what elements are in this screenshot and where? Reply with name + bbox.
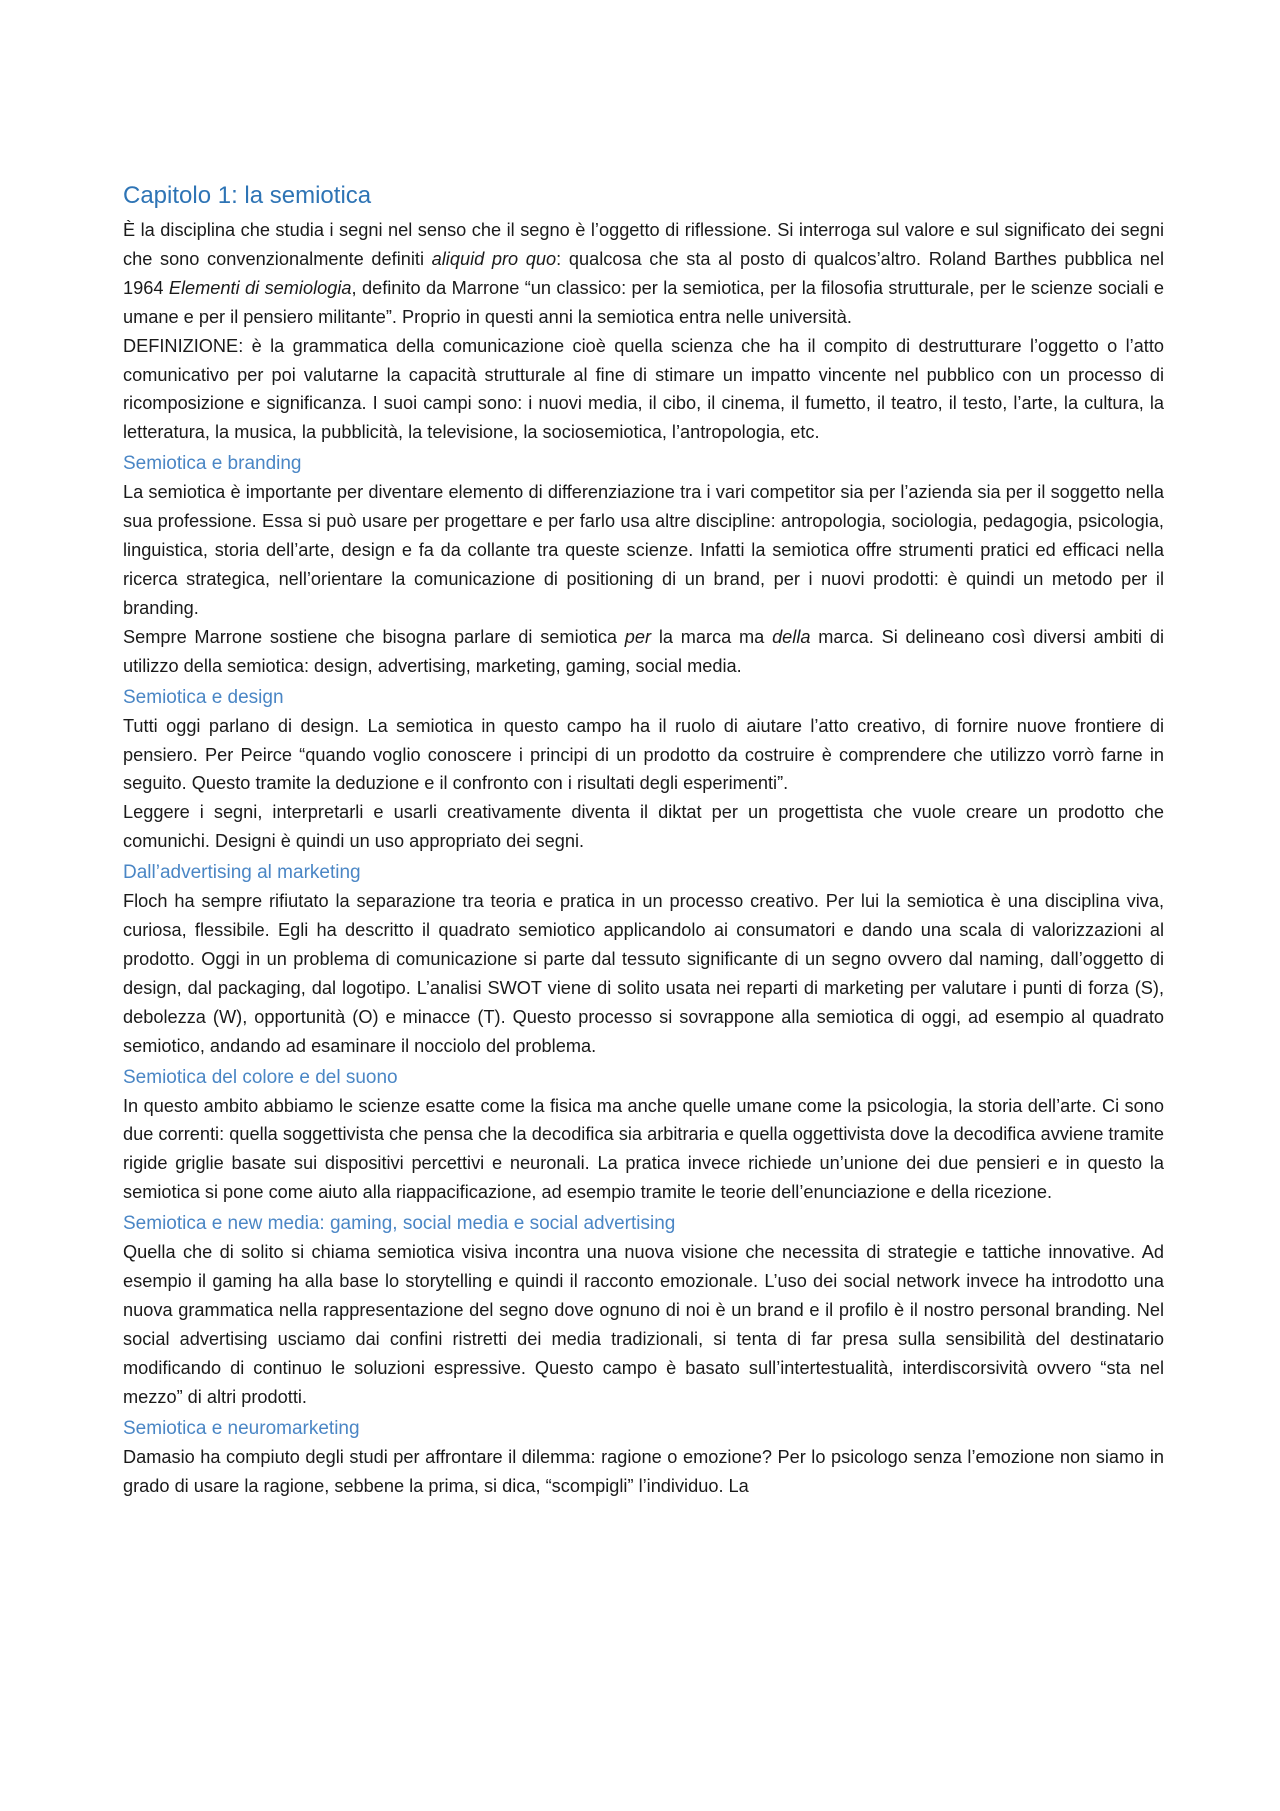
section-paragraph: Floch ha sempre rifiutato la separazione tra teoria e pratica in un processo creativo. Per lui la semiotica è una disciplina viva, curiosa, flessibile. Egli ha descritto il quadrato semiotico applicandolo ai consumatori e dando una scala di valorizzazioni al prodotto. Oggi in un problema di comunicazione si parte dal tessuto significante di un segno ovvero dal naming, dall’oggetto di design, dal packaging, dal logotipo. L’analisi SWOT viene di solito usata nei reparti di marketing per valutare i punti di forza (S), debolezza (W), opportunità (O) e minacce (T). Questo processo si sovrappone alla semiotica di oggi, ad esempio al quadrato semiotico, andando ad esaminare il nocciolo del problema. — [123, 891, 1164, 1056]
chapter-paragraph: È la disciplina che studia i segni nel senso che il segno è l’oggetto di riflessione. Si interroga sul valore e sul significato dei segni che sono convenzionalmente definiti aliquid pro quo: qualcosa che sta al posto di qualcos’altro. Roland Barthes pubblica nel 1964 Elementi di semiologia, definito da Marrone “un classico: per la semiotica, per la filosofia strutturale, per le scienze sociali e umane e per il pensiero militante”. Proprio in questi anni la semiotica entra nelle università. — [123, 220, 1165, 327]
definition-paragraph: DEFINIZIONE: è la grammatica della comunicazione cioè quella scienza che ha il compito di destrutturare l’oggetto o l’atto comunicativo per poi valutarne la capacità strutturale al fine di stimare un impatto vincente nel pubblico con un processo di ricomposizione e significanza. I suoi campi sono: i nuovi media, il cibo, il cinema, il fumetto, il teatro, il testo, l’arte, la cultura, la letteratura, la musica, la pubblicità, la televisione, la sociosemiotica, l’antropologia, etc. — [123, 335, 1164, 443]
section-new-media — [123, 1211, 1164, 1411]
chapter-body — [123, 216, 1164, 447]
section-paragraph: Leggere i segni, interpretarli e usarli creativamente diventa il diktat per un progettista che vuole creare un prodotto che comunichi. Designi è quindi un uso appropriato dei segni. — [123, 802, 1164, 852]
section-neuromarketing — [123, 1416, 1164, 1501]
document-page — [123, 180, 1164, 1500]
section-paragraph: La semiotica è importante per diventare elemento di differenziazione tra i vari competitor sia per l’azienda sia per il soggetto nella sua professione. Essa si può usare per progettare e per farlo usa altre discipline: antropologia, sociologia, pedagogia, psicologia, linguistica, storia dell’arte, design e fa da collante tra queste scienze. Infatti la semiotica offre strumenti pratici ed efficaci nella ricerca strategica, nell’orientare la comunicazione di positioning di un brand, per i nuovi prodotti: è quindi un metodo per il branding. — [123, 482, 1164, 618]
section-paragraph: In questo ambito abbiamo le scienze esatte come la fisica ma anche quelle umane come la psicologia, la storia dell’arte. Ci sono due correnti: quella soggettivista che pensa che la decodifica sia arbitraria e quella oggettivista dove la decodifica avviene tramite rigide griglie basate sui dispositivi percettivi e neuronali. La pratica invece richiede un’unione dei due pensieri e in questo la semiotica si pone come aiuto alla riappacificazione, ad esempio tramite le teorie dell’enunciazione e della ricezione. — [123, 1095, 1164, 1203]
section-paragraph: Tutti oggi parlano di design. La semiotica in questo campo ha il ruolo di aiutare l’atto creativo, di fornire nuove frontiere di pensiero. Per Peirce “quando voglio conoscere i principi di un prodotto da costruire è comprendere che utilizzo vorrò farne in seguito. Questo tramite la deduzione e il confronto con i risultati degli esperimenti”. — [123, 715, 1164, 794]
section-paragraph: Damasio ha compiuto degli studi per affrontare il dilemma: ragione o emozione? Per lo psicologo senza l’emozione non siamo in grado di usare la ragione, sebbene la prima, si dica, “scompigli” l’individuo. La — [123, 1446, 1164, 1496]
section-design — [123, 685, 1164, 857]
italic-term: aliquid pro quo — [431, 248, 557, 269]
section-branding — [123, 451, 1164, 680]
section-paragraph: Quella che di solito si chiama semiotica visiva incontra una nuova visione che necessita di strategie e tattiche innovative. Ad esempio il gaming ha alla base lo storytelling e quindi il racconto emozionale. L’uso dei social network invece ha introdotto una nuova grammatica nella rappresentazione del segno dove ognuno di noi è un brand e il profilo è il nostro personal branding. Nel social advertising usciamo dai confini ristretti dei media tradizionali, si tenta di far presa sulla sensibilità del destinatario modificando di continuo le soluzioni espressive. Questo campo è basato sull’intertestualità, interdiscorsività ovvero “sta nel mezzo” di altri prodotti. — [123, 1242, 1164, 1407]
section-title: Semiotica e neuromarketing — [123, 1417, 360, 1439]
section-colore-suono — [123, 1065, 1164, 1208]
section-title: Semiotica e branding — [123, 453, 302, 475]
section-title: Dall’advertising al marketing — [123, 862, 361, 884]
section-paragraph: Sempre Marrone sostiene che bisogna parlare di semiotica per la marca ma della marca. Si delineano così diversi ambiti di utilizzo della semiotica: design, advertising, marketing, gaming, social media. — [123, 626, 1164, 676]
italic-term: della — [772, 626, 811, 647]
chapter-title: Capitolo 1: la semiotica — [123, 182, 372, 209]
italic-term: per — [624, 626, 652, 647]
section-title: Semiotica del colore e del suono — [123, 1066, 398, 1088]
section-title: Semiotica e design — [123, 686, 284, 708]
section-title: Semiotica e new media: gaming, social media e social advertising — [123, 1213, 676, 1235]
italic-term: Elementi di semiologia — [168, 277, 352, 298]
section-advertising-marketing — [123, 860, 1164, 1060]
